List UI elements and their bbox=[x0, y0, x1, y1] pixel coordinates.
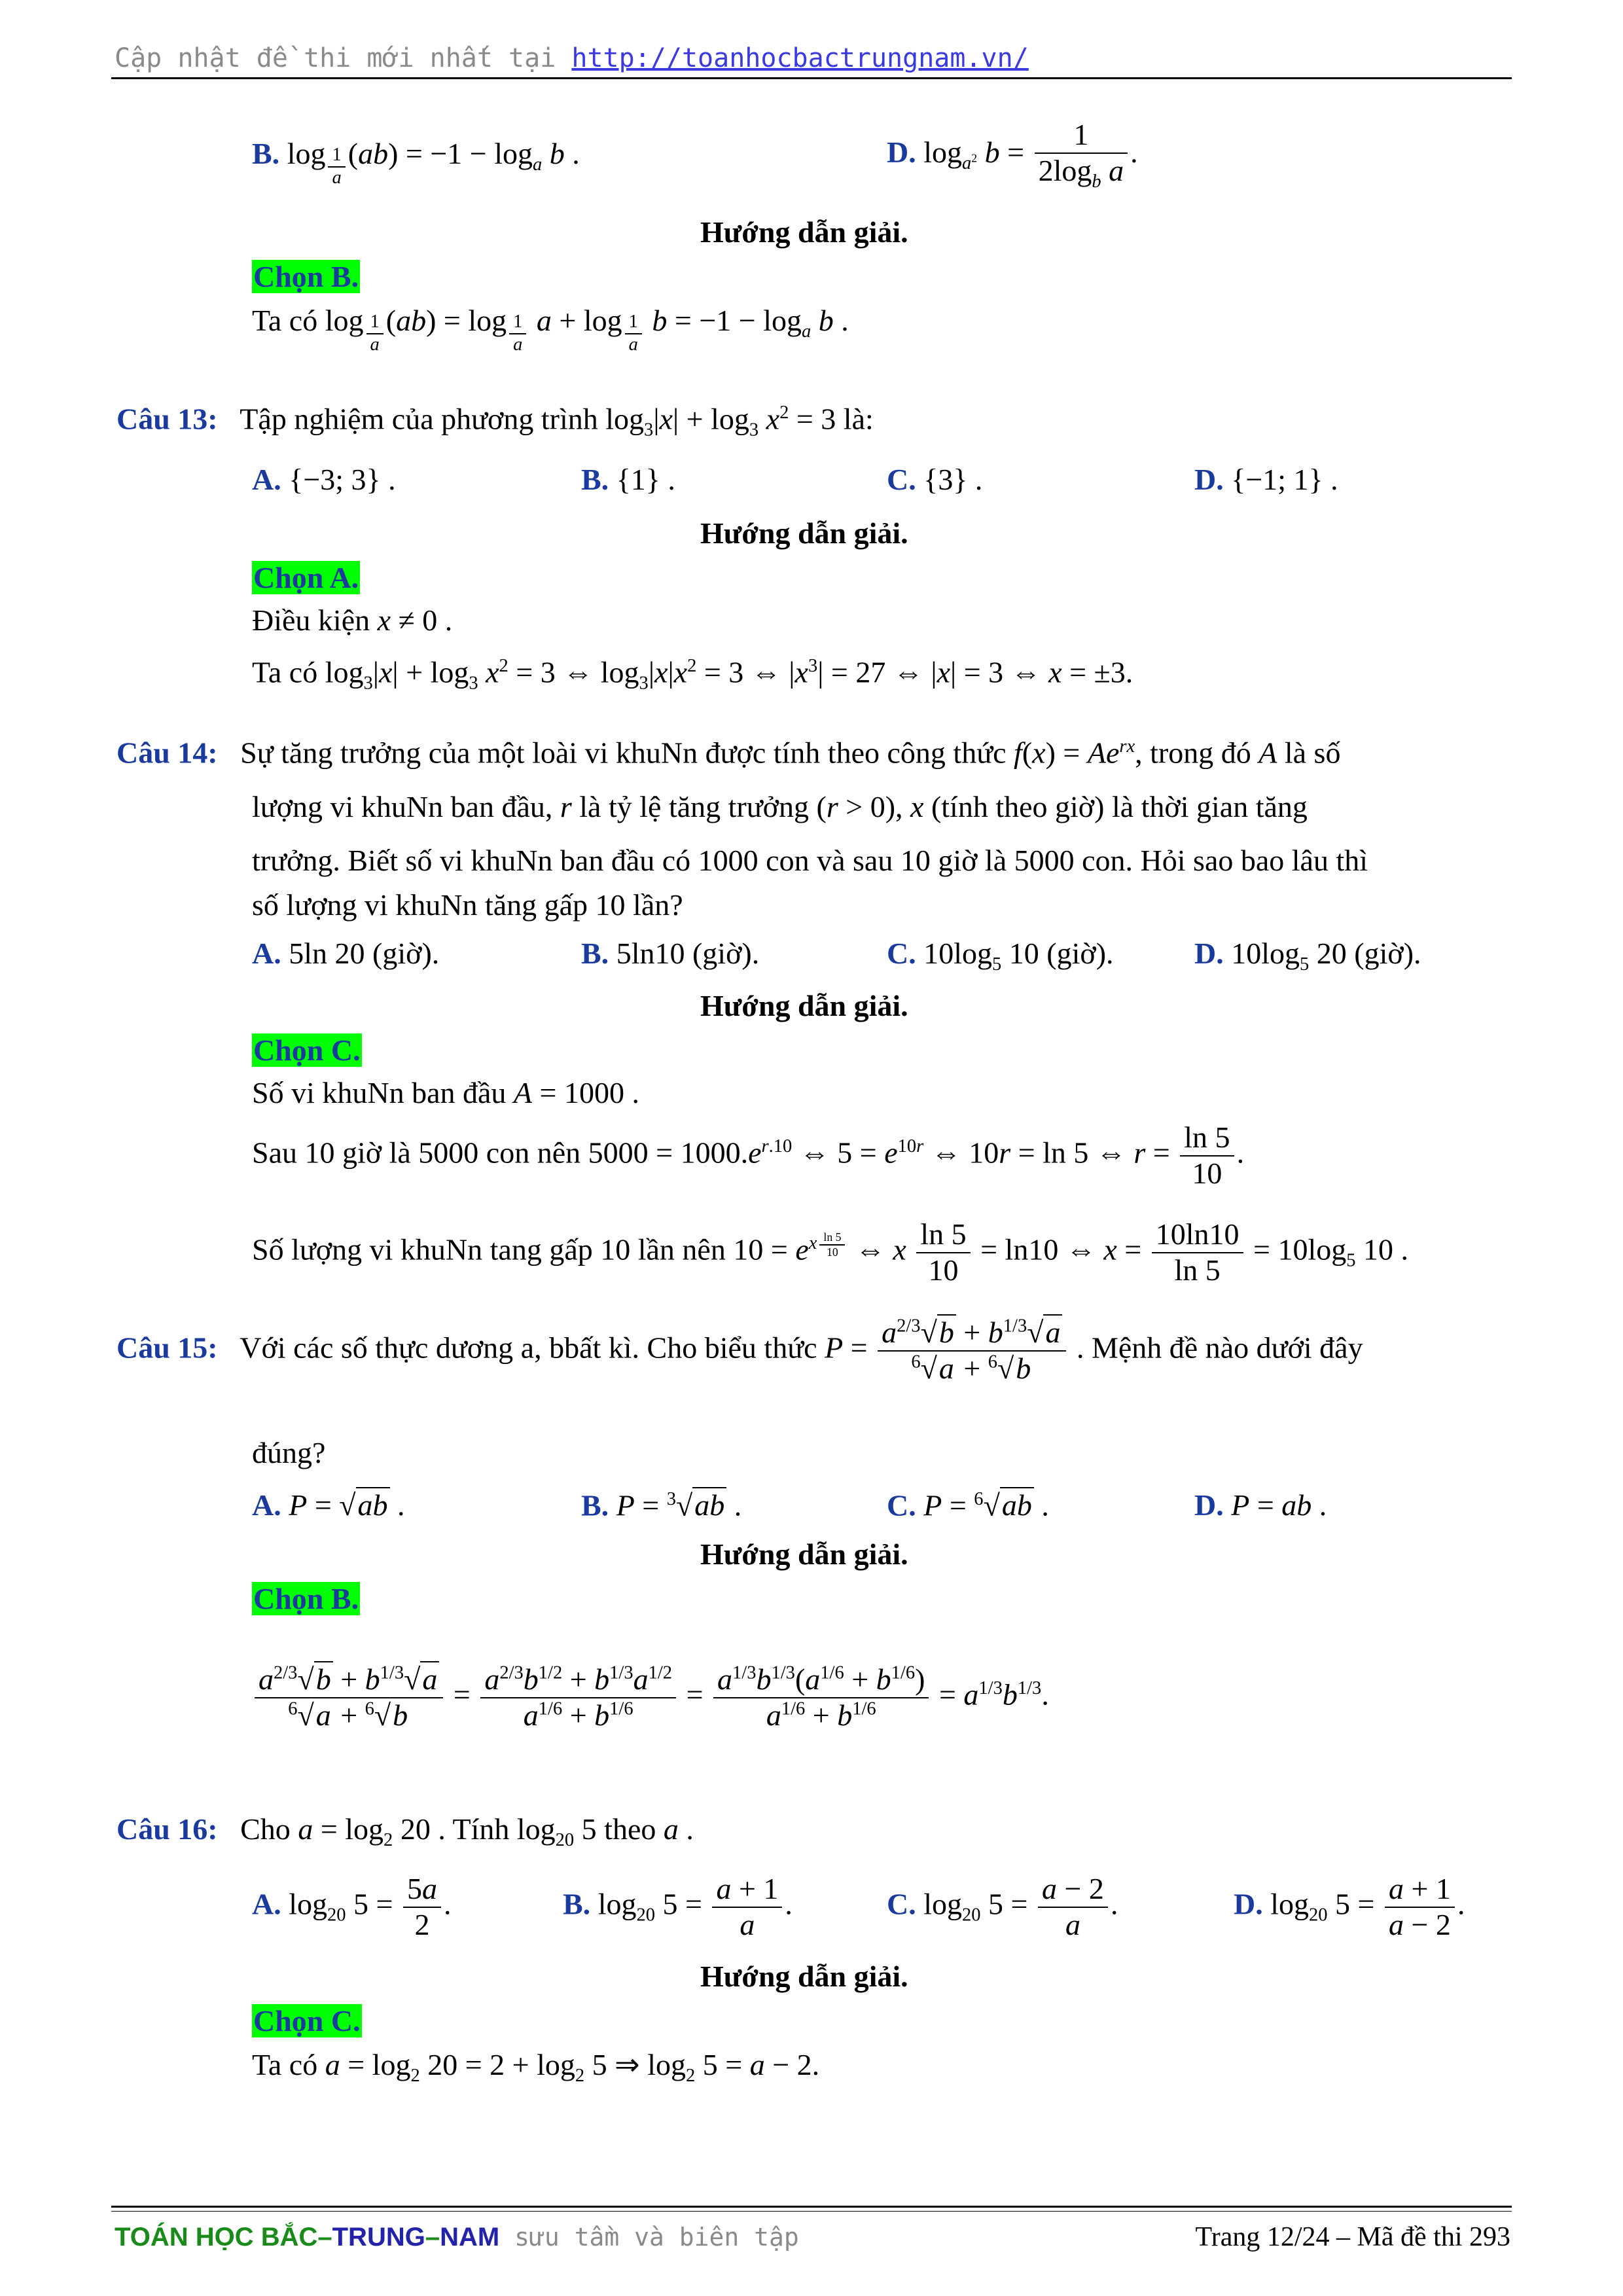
q15-option-d: D. P = ab . bbox=[1194, 1488, 1327, 1522]
q15-option-b: B. P = $^3$√ab . bbox=[581, 1488, 742, 1522]
q14-stem-line2: lượng vi khuNn ban đầu, r là tỷ lệ tăng trưởng (r > 0), x (tính theo giờ) là thời gian tăng bbox=[252, 790, 1308, 823]
q16-option-b: B. $\log_{20} 5$ = $\frac{a + 1}{a}$ . bbox=[563, 1872, 793, 1941]
q13-solution-heading: Hướng dẫn giải. bbox=[700, 516, 908, 550]
header-text: Cập nhật đề thi mới nhất tại bbox=[115, 43, 572, 73]
q14-answer: Chọn C. bbox=[253, 1033, 361, 1067]
q14-stem-line4: số lượng vi khuNn tăng gấp 10 lần? bbox=[252, 888, 683, 922]
q12-option-b: B. log $_{\frac{1}{a}}$ $(ab) = -1 - \log_a b$ . bbox=[252, 137, 580, 188]
q16-answer: Chọn C. bbox=[253, 2004, 361, 2037]
q14-stem-line3: trưởng. Biết số vi khuNn ban đầu có 1000 con và sau 10 giờ là 5000 con. Hỏi sao bao lâu thì bbox=[252, 844, 1368, 877]
q15-stem: Câu 15: Với các số thực dương a, bbất kì. Cho biểu thức P = $\frac{a^{2/3}√b + b^{1/3}√a}{^6√a + ^6√b}$ . Mệnh đề nào dưới đây bbox=[116, 1316, 1363, 1385]
page-header bbox=[115, 43, 1029, 73]
q16-option-c: C. $\log_{20} 5$ = $\frac{a - 2}{a}$ . bbox=[887, 1872, 1118, 1941]
q13-option-d: D. {−1; 1} . bbox=[1194, 463, 1338, 496]
q14-option-a: A. 5ln 20 (giờ). bbox=[252, 937, 440, 970]
q12-option-d: D. $\log_{a^2} b$ = $\frac{1}{2\log_b a}$ . bbox=[887, 118, 1138, 192]
q14-solution-heading: Hướng dẫn giải. bbox=[700, 989, 908, 1022]
q13-solution: Ta có $\log_3|x| + \log_3 x^2 = 3$ ⇔ $\log_3|x|x^2 = 3$ ⇔ $|x^3| = 27$ ⇔ |x| = 3 ⇔ x = ±3. bbox=[252, 655, 1133, 694]
q14-option-d: D. $10\log_5$ 20 (giờ). bbox=[1194, 937, 1421, 975]
q14-option-c: C. $10\log_5$ 10 (giờ). bbox=[887, 937, 1114, 975]
header-rule bbox=[111, 77, 1512, 79]
q12-solution: Ta có log $_{\frac{1}{a}}$ (ab) = log $_{\frac{1}{a}}$ a + log $_{\frac{1}{a}}$ $b = -1 - \log_a b$ . bbox=[252, 304, 849, 355]
q16-stem: Câu 16: Cho $a = \log_2 20$ . Tính $\log_{20} 5$ theo a . bbox=[116, 1812, 694, 1851]
q16-solution: Ta có $a = \log_2 20 = 2 + \log_2 5$ ⇒ $\log_2 5 = a - 2$. bbox=[252, 2048, 820, 2087]
q13-option-c: C. {3} . bbox=[887, 463, 983, 496]
footer-page-number: Trang 12/24 – Mã đề thi 293 bbox=[1195, 2222, 1510, 2252]
footer-rule-thin bbox=[111, 2211, 1512, 2212]
q14-stem-line1: Câu 14: Sự tăng trưởng của một loài vi khuNn được tính theo công thức $f(x) = Ae^{rx}$, trong đó A là số bbox=[116, 736, 1341, 770]
q16-option-d: D. $\log_{20} 5$ = $\frac{a + 1}{a - 2}$ . bbox=[1234, 1872, 1465, 1941]
q13-stem: Câu 13: Tập nghiệm của phương trình $\log_3|x| + \log_3 x^2 = 3$ là: bbox=[116, 402, 874, 440]
q12-answer: Chọn B. bbox=[253, 260, 359, 293]
q15-stem-cont: đúng? bbox=[252, 1436, 326, 1469]
q12-solution-heading: Hướng dẫn giải. bbox=[700, 215, 908, 249]
footer-brand: TOÁN HỌC BẮC–TRUNG–NAM sưu tầm và biên tập bbox=[115, 2223, 799, 2251]
q15-option-c: C. P = $^6$√ab . bbox=[887, 1488, 1049, 1522]
q15-solution-heading: Hướng dẫn giải. bbox=[700, 1537, 908, 1571]
q14-solution-3: Số lượng vi khuNn tang gấp 10 lần nên $10 = e^{x \frac{\ln 5}{10}}$ ⇔ x $\frac{\ln 5}{10}$ = ln10 ⇔ x = $\frac{10\ln 10}{\ln 5}$ = $10\log_5$ 10 . bbox=[252, 1217, 1408, 1287]
q13-answer: Chọn A. bbox=[253, 561, 359, 594]
q15-option-a: A. P = √ab . bbox=[252, 1488, 405, 1522]
q13-option-b: B. {1} . bbox=[581, 463, 675, 496]
q14-solution-1: Số vi khuNn ban đầu A = 1000 . bbox=[252, 1076, 639, 1109]
q16-option-a: A. $\log_{20} 5$ = $\frac{5a}{2}$ . bbox=[252, 1872, 452, 1941]
q15-solution: $\frac{a^{2/3}√b + b^{1/3}√a}{^6√a + ^6√b}$ = $\frac{a^{2/3}b^{1/2} + b^{1/3}a^{1/2}}{a^{1/6} + b^{1/6}}$ = $\frac{a^{1/3}b^{1/3}(a^{1/6} + b^{1/6})}{a^{1/6} + b^{1/6}}$ = $a^{1/3}b^{1/3}$. bbox=[252, 1662, 1049, 1733]
header-link[interactable]: http://toanhocbactrungnam.vn/ bbox=[571, 43, 1029, 73]
q16-solution-heading: Hướng dẫn giải. bbox=[700, 1960, 908, 1993]
q14-solution-2: Sau 10 giờ là 5000 con nên $5000 = 1000.e^{r.10}$ ⇔ $5 = e^{10r}$ ⇔ 10r = ln 5 ⇔ r = $\frac{\ln 5}{10}$ . bbox=[252, 1121, 1245, 1190]
footer-rule bbox=[111, 2206, 1512, 2208]
q13-condition: Điều kiện x ≠ 0 . bbox=[252, 603, 453, 637]
q14-option-b: B. 5ln10 (giờ). bbox=[581, 937, 760, 970]
q15-answer: Chọn B. bbox=[253, 1582, 359, 1615]
q13-option-a: A. {−3; 3} . bbox=[252, 463, 396, 496]
